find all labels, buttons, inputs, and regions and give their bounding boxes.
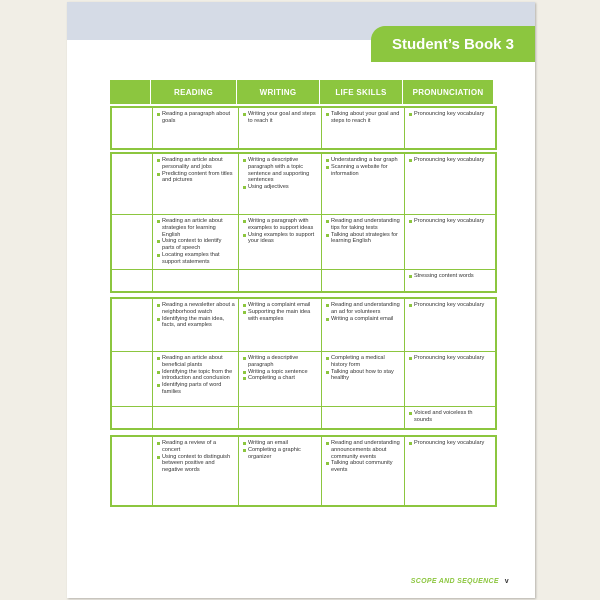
list-item: Reading a paragraph about goals (157, 111, 235, 125)
reading-cell (153, 270, 239, 291)
list-item: Using context to identify parts of speech (157, 238, 235, 252)
page-sheet (67, 2, 535, 598)
reading-cell (153, 108, 239, 148)
list-item: Identifying the main idea, facts, and examples (157, 316, 235, 330)
list-item: Using examples to support your ideas (243, 232, 318, 246)
column-header-unit (110, 80, 151, 104)
unit-cell (112, 270, 153, 291)
list-item: Writing an email (243, 440, 318, 447)
reading-cell (153, 154, 239, 214)
list-item: Writing a paragraph with examples to support ideas (243, 218, 318, 232)
life-cell (322, 270, 405, 291)
column-header-life-skills: LIFE SKILLS (320, 80, 403, 104)
list-item: Reading a newsletter about a neighborhood watch (157, 302, 235, 316)
bullet-list (157, 355, 235, 396)
list-item: Talking about community events (326, 460, 401, 474)
list-item: Reading an article about personality and jobs (157, 157, 235, 171)
life-cell (322, 154, 405, 214)
list-item: Identifying parts of word families (157, 382, 235, 396)
table-row (112, 108, 495, 148)
bullet-list (326, 302, 401, 322)
column-header-row (110, 80, 497, 104)
list-item: Writing a topic sentence (243, 369, 318, 376)
bullet-list (157, 157, 235, 184)
unit-cell (112, 407, 153, 428)
list-item: Predicting content from titles and pictures (157, 171, 235, 185)
bullet-list (157, 302, 235, 329)
list-item: Reading and understanding tips for taking tests (326, 218, 401, 232)
list-item: Understanding a bar graph (326, 157, 401, 164)
bullet-list (409, 440, 492, 447)
table-row (112, 214, 495, 269)
list-item: Writing a complaint email (243, 302, 318, 309)
list-item: Writing your goal and steps to reach it (243, 111, 318, 125)
pron-cell (405, 407, 495, 428)
bullet-list (326, 157, 401, 177)
reading-cell (153, 352, 239, 406)
list-item: Reading an article about strategies for learning English (157, 218, 235, 238)
bullet-list (326, 440, 401, 474)
list-item: Stressing content words (409, 273, 492, 280)
bullet-list (409, 410, 492, 424)
bullet-list (409, 157, 492, 164)
list-item: Using adjectives (243, 184, 318, 191)
bullet-list (157, 440, 235, 474)
writing-cell (239, 299, 322, 351)
list-item: Scanning a website for information (326, 164, 401, 178)
bullet-list (409, 273, 492, 280)
bullet-list (243, 157, 318, 191)
bullet-list (409, 302, 492, 309)
bullet-list (409, 218, 492, 225)
life-cell (322, 437, 405, 505)
table-row (112, 437, 495, 505)
bullet-list (157, 218, 235, 266)
list-item: Reading and understanding announcements about community events (326, 440, 401, 460)
writing-cell (239, 270, 322, 291)
unit-cell (112, 437, 153, 505)
table-row (112, 351, 495, 406)
list-item: Completing a graphic organizer (243, 447, 318, 461)
bullet-list (243, 302, 318, 322)
unit-block (110, 152, 497, 293)
bullet-list (157, 111, 235, 125)
writing-cell (239, 154, 322, 214)
footer-label: SCOPE AND SEQUENCE (410, 578, 499, 585)
bullet-list (409, 111, 492, 118)
list-item: Reading a review of a concert (157, 440, 235, 454)
unit-cell (112, 352, 153, 406)
list-item: Reading an article about beneficial plants (157, 355, 235, 369)
reading-cell (153, 437, 239, 505)
list-item: Talking about strategies for learning English (326, 232, 401, 246)
list-item: Talking about how to stay healthy (326, 369, 401, 383)
column-header-writing: WRITING (237, 80, 320, 104)
page-number: v (504, 578, 509, 585)
life-cell (322, 352, 405, 406)
writing-cell (239, 108, 322, 148)
writing-cell (239, 407, 322, 428)
unit-block (110, 106, 497, 150)
bullet-list (326, 111, 401, 125)
reading-cell (153, 215, 239, 269)
column-header-reading: READING (151, 80, 237, 104)
reading-cell (153, 299, 239, 351)
reading-cell (153, 407, 239, 428)
list-item: Pronouncing key vocabulary (409, 355, 492, 362)
list-item: Completing a medical history form (326, 355, 401, 369)
table-row (112, 154, 495, 214)
bullet-list (326, 218, 401, 245)
bullet-list (409, 355, 492, 362)
list-item: Supporting the main idea with examples (243, 309, 318, 323)
life-cell (322, 108, 405, 148)
list-item: Pronouncing key vocabulary (409, 111, 492, 118)
pron-cell (405, 270, 495, 291)
unit-cell (112, 299, 153, 351)
writing-cell (239, 437, 322, 505)
book-title-tab: Student’s Book 3 (371, 26, 535, 62)
list-item: Completing a chart (243, 375, 318, 382)
writing-cell (239, 352, 322, 406)
column-header-pronunciation: PRONUNCIATION (403, 80, 493, 104)
list-item: Pronouncing key vocabulary (409, 157, 492, 164)
unit-cell (112, 215, 153, 269)
bullet-list (243, 111, 318, 125)
list-item: Reading and understanding an ad for volunteers (326, 302, 401, 316)
list-item: Writing a complaint email (326, 316, 401, 323)
unit-cell (112, 154, 153, 214)
pron-cell (405, 215, 495, 269)
pron-cell (405, 299, 495, 351)
table-row (112, 406, 495, 428)
bullet-list (243, 440, 318, 460)
pron-cell (405, 437, 495, 505)
bullet-list (326, 355, 401, 382)
unit-block (110, 435, 497, 507)
unit-cell (112, 108, 153, 148)
life-cell (322, 215, 405, 269)
bullet-list (243, 355, 318, 382)
list-item: Identifying the topic from the introduction and conclusion (157, 369, 235, 383)
footer (411, 578, 509, 585)
life-cell (322, 407, 405, 428)
table-row (112, 269, 495, 291)
list-item: Writing a descriptive paragraph (243, 355, 318, 369)
list-item: Pronouncing key vocabulary (409, 302, 492, 309)
list-item: Locating examples that support statements (157, 252, 235, 266)
unit-block (110, 297, 497, 430)
table-row (112, 299, 495, 351)
pron-cell (405, 352, 495, 406)
pron-cell (405, 154, 495, 214)
pron-cell (405, 108, 495, 148)
bullet-list (243, 218, 318, 245)
list-item: Using context to distinguish between positive and negative words (157, 454, 235, 474)
list-item: Writing a descriptive paragraph with a topic sentence and supporting sentences (243, 157, 318, 184)
life-cell (322, 299, 405, 351)
list-item: Talking about your goal and steps to reach it (326, 111, 401, 125)
list-item: Voiced and voiceless th sounds (409, 410, 492, 424)
list-item: Pronouncing key vocabulary (409, 218, 492, 225)
writing-cell (239, 215, 322, 269)
list-item: Pronouncing key vocabulary (409, 440, 492, 447)
